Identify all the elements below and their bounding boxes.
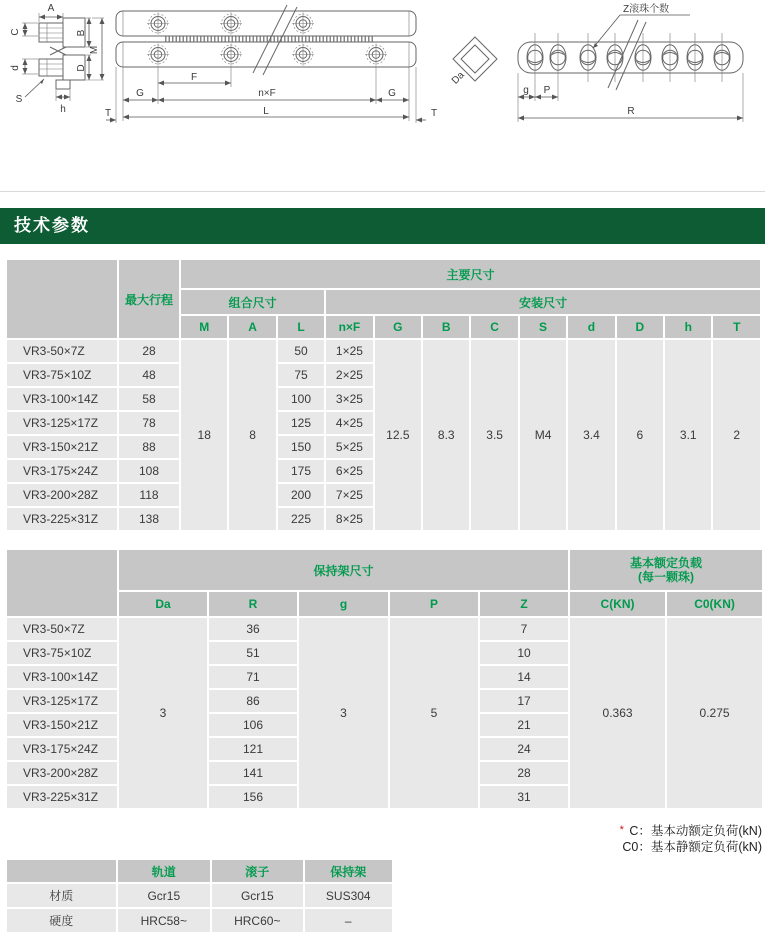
row-label-hardness: 硬度: [7, 909, 116, 932]
model-cell: VR3-225×31Z: [7, 508, 117, 530]
dim-label-A: A: [47, 3, 55, 14]
nxF-cell: 7×25: [326, 484, 372, 506]
hardness-cage-cell: –: [305, 909, 392, 932]
stroke-cell: 138: [119, 508, 179, 530]
hardness-roller-cell: HRC60~: [212, 909, 302, 932]
shared-C0-cell: 0.275: [667, 618, 762, 808]
model-cell: VR3-100×14Z: [7, 666, 117, 688]
combo-size-header: 组合尺寸: [181, 290, 324, 314]
R-cell: 121: [209, 738, 297, 760]
rail-assembly-drawing: [103, 3, 448, 133]
R-cell: 86: [209, 690, 297, 712]
section-divider: [0, 191, 765, 192]
L-cell: 150: [278, 436, 324, 458]
col-header-S: S: [520, 316, 566, 338]
table-row: [7, 618, 762, 640]
Z-cell: 17: [480, 690, 568, 712]
L-cell: 175: [278, 460, 324, 482]
col-header-Da: Da: [119, 592, 207, 616]
shared-D-cell: 6: [617, 340, 663, 530]
dim-label-nxF: n×F: [258, 88, 276, 99]
main-size-header: 主要尺寸: [181, 260, 760, 288]
col-header-d: d: [568, 316, 614, 338]
dim-label-G-left: G: [136, 88, 144, 99]
dim-label-D: D: [76, 64, 87, 72]
asterisk: *: [619, 824, 624, 836]
rated-load-line2: (每一颗珠): [638, 570, 695, 584]
cage-dimensions-table: [5, 548, 764, 810]
model-cell: VR3-225×31Z: [7, 786, 117, 808]
model-cell: VR3-150×21Z: [7, 436, 117, 458]
col-header-B: B: [423, 316, 469, 338]
model-cell: VR3-150×21Z: [7, 714, 117, 736]
shared-Da-cell: 3: [119, 618, 207, 808]
material-roller-cell: Gcr15: [212, 884, 302, 907]
model-cell: VR3-75×10Z: [7, 364, 117, 386]
model-cell: VR3-50×7Z: [7, 340, 117, 362]
table-row: [7, 340, 760, 362]
model-cell: VR3-100×14Z: [7, 388, 117, 410]
dim-label-R: R: [627, 106, 635, 117]
table-row: [7, 884, 392, 907]
stroke-cell: 88: [119, 436, 179, 458]
table-row: [7, 909, 392, 932]
shared-g-cell: 3: [299, 618, 388, 808]
R-cell: 156: [209, 786, 297, 808]
model-cell: VR3-75×10Z: [7, 642, 117, 664]
nxF-cell: 5×25: [326, 436, 372, 458]
col-header-A: A: [229, 316, 275, 338]
Z-cell: 7: [480, 618, 568, 640]
model-cell: VR3-125×17Z: [7, 412, 117, 434]
R-cell: 71: [209, 666, 297, 688]
shared-P-cell: 5: [390, 618, 478, 808]
shared-M-cell: 18: [181, 340, 227, 530]
material-corner-header: [7, 860, 116, 882]
model-column-header: [7, 550, 117, 616]
dim-label-P: P: [543, 85, 551, 96]
col-header-g: g: [299, 592, 388, 616]
model-cell: VR3-175×24Z: [7, 460, 117, 482]
shared-B-cell: 8.3: [423, 340, 469, 530]
dim-label-C: C: [10, 28, 21, 36]
R-cell: 36: [209, 618, 297, 640]
dim-label-h: h: [60, 104, 66, 115]
dim-label-d: d: [10, 65, 21, 71]
Z-cell: 21: [480, 714, 568, 736]
L-cell: 75: [278, 364, 324, 386]
Z-cell: 28: [480, 762, 568, 784]
col-header-h: h: [665, 316, 711, 338]
dim-label-G-right: G: [388, 88, 396, 99]
footnote-line-2: C0：基本静额定负荷(kN): [622, 840, 762, 854]
stroke-cell: 118: [119, 484, 179, 506]
model-cell: VR3-50×7Z: [7, 618, 117, 640]
R-cell: 51: [209, 642, 297, 664]
col-header-C: C(KN): [570, 592, 665, 616]
dim-label-T-right: T: [431, 108, 438, 119]
shared-h-cell: 3.1: [665, 340, 711, 530]
col-header-Z: Z: [480, 592, 568, 616]
L-cell: 50: [278, 340, 324, 362]
model-cell: VR3-200×28Z: [7, 762, 117, 784]
stroke-cell: 48: [119, 364, 179, 386]
Z-cell: 10: [480, 642, 568, 664]
model-cell: VR3-175×24Z: [7, 738, 117, 760]
dim-label-L: L: [263, 106, 269, 117]
stroke-cell: 78: [119, 412, 179, 434]
stroke-cell: 58: [119, 388, 179, 410]
material-table: [5, 858, 394, 934]
row-label-material: 材质: [7, 884, 116, 907]
col-header-C: C: [471, 316, 517, 338]
R-cell: 141: [209, 762, 297, 784]
nxF-cell: 3×25: [326, 388, 372, 410]
col-header-M: M: [181, 316, 227, 338]
col-header-nxF: n×F: [326, 316, 372, 338]
dim-label-Da: Da: [449, 69, 467, 87]
main-dimensions-table: [5, 258, 762, 532]
cage-strip-drawing: [450, 0, 765, 135]
shared-C-cell: 0.363: [570, 618, 665, 808]
dim-label-M: M: [89, 45, 100, 55]
hardness-rail-cell: HRC58~: [118, 909, 210, 932]
col-header-P: P: [390, 592, 478, 616]
col-header-G: G: [375, 316, 421, 338]
load-footnotes: [620, 822, 762, 855]
shared-A-cell: 8: [229, 340, 275, 530]
shared-G-cell: 12.5: [375, 340, 421, 530]
col-header-L: L: [278, 316, 324, 338]
col-header-D: D: [617, 316, 663, 338]
model-cell: VR3-200×28Z: [7, 484, 117, 506]
col-header-T: T: [713, 316, 760, 338]
max-stroke-header: 最大行程: [119, 260, 179, 338]
rated-load-line1: 基本额定负载: [630, 556, 703, 570]
stroke-cell: 28: [119, 340, 179, 362]
nxF-cell: 8×25: [326, 508, 372, 530]
nxF-cell: 6×25: [326, 460, 372, 482]
material-cage-cell: SUS304: [305, 884, 392, 907]
stroke-cell: 108: [119, 460, 179, 482]
nxF-cell: 2×25: [326, 364, 372, 386]
R-cell: 106: [209, 714, 297, 736]
dim-label-T-left: T: [105, 108, 112, 119]
footnote-line-1: * C：基本动额定负荷(kN): [619, 824, 762, 838]
L-cell: 225: [278, 508, 324, 530]
model-cell: VR3-125×17Z: [7, 690, 117, 712]
shared-d-cell: 3.4: [568, 340, 614, 530]
L-cell: 100: [278, 388, 324, 410]
dim-label-B: B: [76, 29, 87, 37]
col-header-roller: 滚子: [212, 860, 302, 882]
Z-cell: 31: [480, 786, 568, 808]
cross-section-drawing: [8, 2, 108, 120]
Z-cell: 14: [480, 666, 568, 688]
Z-cell: 24: [480, 738, 568, 760]
shared-S-cell: M4: [520, 340, 566, 530]
shared-C-cell: 3.5: [471, 340, 517, 530]
material-rail-cell: Gcr15: [118, 884, 210, 907]
section-title: 技术参数: [0, 208, 765, 244]
col-header-C0: C0(KN): [667, 592, 762, 616]
cage-size-header: 保持架尺寸: [119, 550, 568, 590]
col-header-cage: 保持架: [305, 860, 392, 882]
dim-label-g: g: [523, 85, 529, 96]
L-cell: 125: [278, 412, 324, 434]
L-cell: 200: [278, 484, 324, 506]
nxF-cell: 1×25: [326, 340, 372, 362]
rated-load-header: [570, 550, 762, 590]
shared-T-cell: 2: [713, 340, 760, 530]
nxF-cell: 4×25: [326, 412, 372, 434]
model-column-header: [7, 260, 117, 338]
col-header-rail: 轨道: [118, 860, 210, 882]
dim-label-F: F: [190, 72, 198, 83]
dim-label-S: S: [15, 94, 23, 105]
col-header-R: R: [209, 592, 297, 616]
install-size-header: 安装尺寸: [326, 290, 760, 314]
ball-count-note: Z滚珠个数: [623, 4, 670, 15]
